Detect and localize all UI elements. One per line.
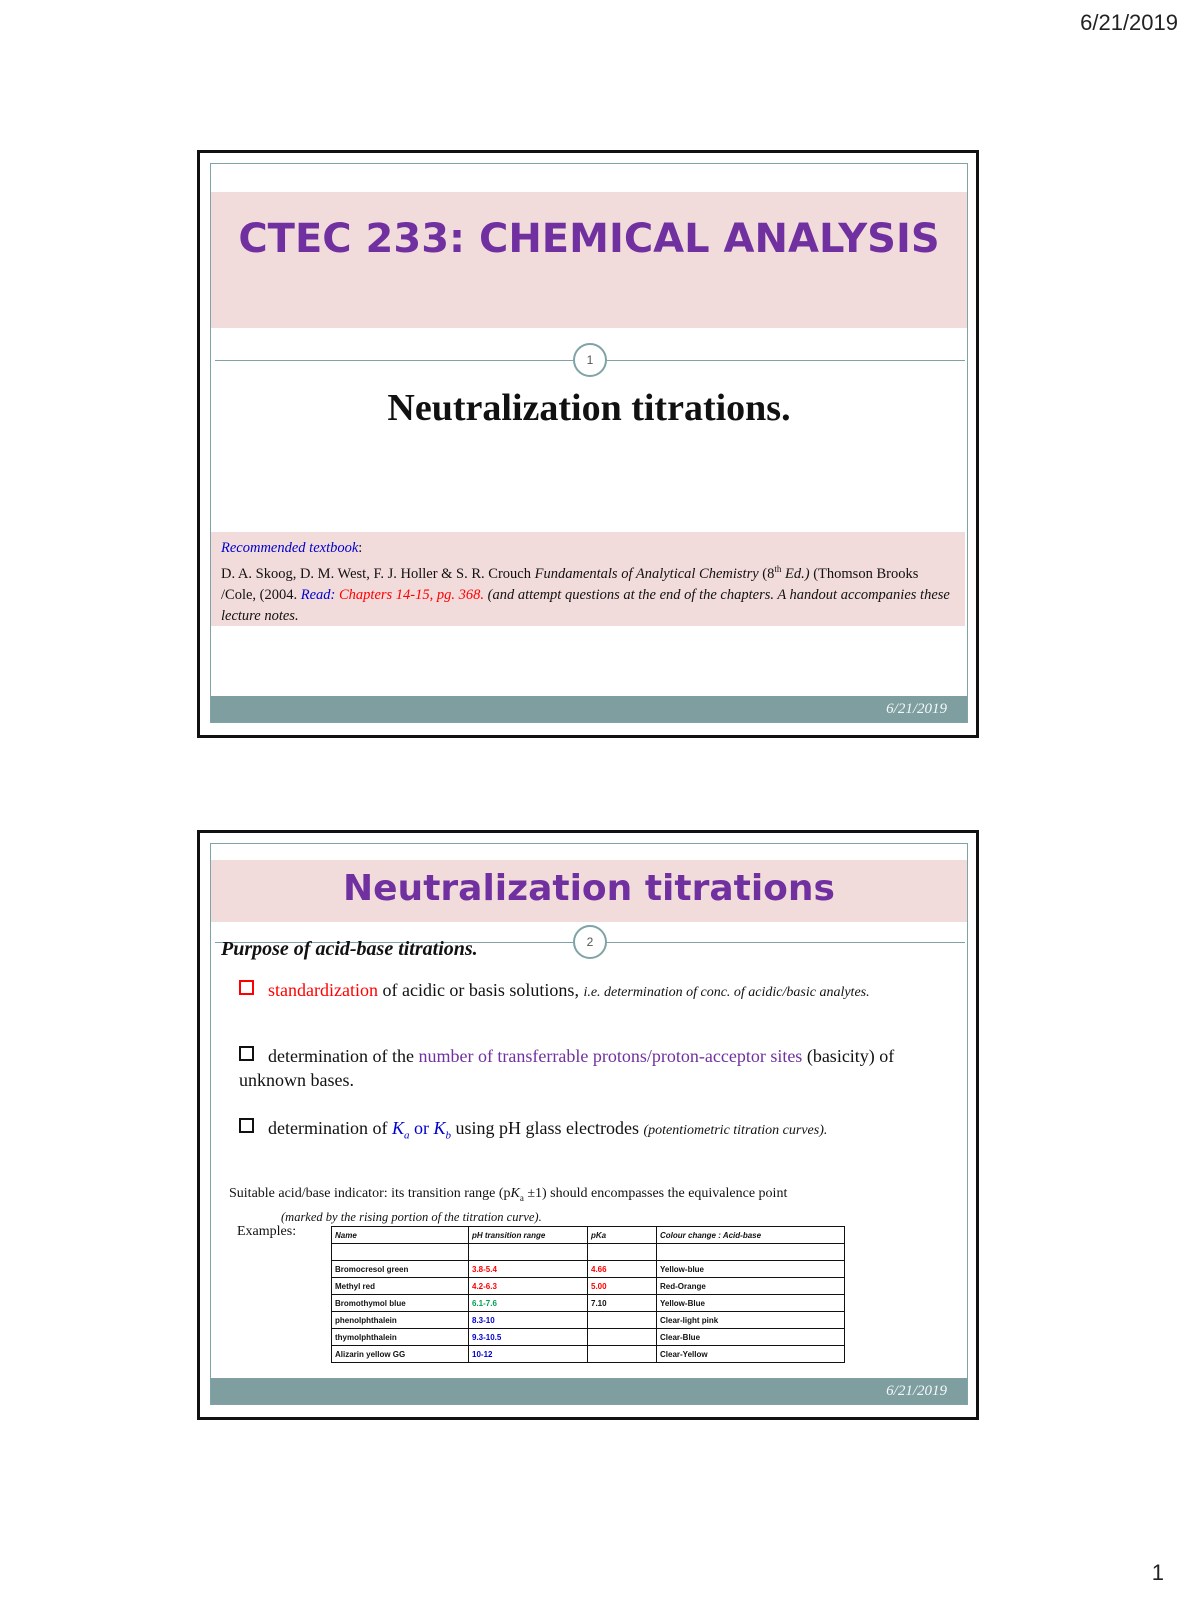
table-cell-range: 6.1-7.6: [469, 1295, 588, 1312]
bullet-3-post: using pH glass electrodes: [451, 1118, 644, 1138]
table-row: [332, 1261, 845, 1278]
table-cell-pka: [588, 1346, 657, 1363]
table-cell-range: 3.8-5.4: [469, 1261, 588, 1278]
reference-page: pg. 368.: [436, 586, 488, 603]
table-cell-colour: Clear-Blue: [657, 1329, 845, 1346]
examples-label: Examples:: [237, 1224, 297, 1239]
slide-2-divider-right: [607, 942, 965, 943]
bullet-2-post: (basicity) of unknown bases.: [239, 1046, 895, 1090]
bullet-1-note: i.e. determination of conc. of acidic/basic analytes.: [583, 985, 870, 1000]
reference-label-colon: :: [358, 540, 363, 556]
table-row: [332, 1278, 845, 1295]
slide-1-title: CTEC 233: CHEMICAL ANALYSIS: [238, 216, 940, 262]
table-cell-colour: Clear-light pink: [657, 1312, 845, 1329]
table-row: [332, 1295, 845, 1312]
indicator-note-line2: (marked by the rising portion of the titration curve).: [281, 1209, 542, 1224]
table-cell-pka: [588, 1312, 657, 1329]
slide-2-title: Neutralization titrations: [343, 868, 835, 909]
reference-label: Recommended textbook: [221, 540, 359, 556]
reference-rest: (and attempt questions at the end of the chapters. A handout accompanies these lecture notes.: [221, 586, 950, 624]
indicator-note-k-sub: a: [519, 1192, 524, 1203]
page-number: 1: [1151, 1560, 1164, 1585]
slide-2-purpose-heading: Purpose of acid-base titrations.: [221, 938, 478, 960]
table-cell-pka: 4.66: [588, 1261, 657, 1278]
bullet-3-kb: K: [433, 1118, 446, 1138]
table-cell-range: 4.2-6.3: [469, 1278, 588, 1295]
table-cell-pka: 7.10: [588, 1295, 657, 1312]
table-cell-range: 8.3-10: [469, 1312, 588, 1329]
table-row: [332, 1312, 845, 1329]
bullet-2-highlight: number of transferrable protons/proton-acceptor sites: [418, 1046, 803, 1066]
slide-1-reference-box: [211, 532, 965, 626]
table-cell-pka: [588, 1329, 657, 1346]
checkbox-bullet-icon: [239, 980, 254, 995]
slide-1-number-badge: 1: [573, 343, 607, 377]
indicator-note-k: K: [510, 1186, 520, 1201]
table-cell-name: Alizarin yellow GG: [332, 1346, 469, 1363]
table-cell-name: phenolphthalein: [332, 1312, 469, 1329]
table-header-cell: Name: [332, 1227, 469, 1244]
table-cell-range: 9.3-10.5: [469, 1329, 588, 1346]
reference-edition-pre: (8: [758, 565, 775, 582]
table-cell-name: thymolphthalein: [332, 1329, 469, 1346]
reference-edition-sup: th: [774, 564, 782, 574]
bullet-ka-kb: [239, 1116, 959, 1148]
slide-1-subtitle: Neutralization titrations.: [387, 387, 791, 429]
bullet-3-or: or: [409, 1118, 434, 1138]
table-header-row: [332, 1227, 845, 1244]
reference-publisher: (Thomson Brooks /Cole, (2004.: [221, 565, 919, 603]
bullet-3-note: (potentiometric titration curves).: [643, 1123, 828, 1138]
table-cell-name: Bromothymol blue: [332, 1295, 469, 1312]
slide-1-footer-bar: [211, 696, 967, 722]
bullet-1-highlight: standardization: [268, 980, 378, 1000]
slide-1-footer-date: 6/21/2019: [886, 701, 947, 717]
bullet-3-pre: determination of: [268, 1118, 392, 1138]
indicator-note: [229, 1184, 949, 1227]
slide-2: [197, 830, 979, 1420]
table-row: [332, 1329, 845, 1346]
table-row: [332, 1244, 845, 1261]
table-cell-range: 10-12: [469, 1346, 588, 1363]
checkbox-bullet-icon: [239, 1118, 254, 1133]
bullet-standardization: [239, 978, 959, 1005]
slide-1: [197, 150, 979, 738]
table-header-cell: Colour change : Acid-base: [657, 1227, 845, 1244]
table-cell-colour: Red-Orange: [657, 1278, 845, 1295]
bullet-3-ka: K: [391, 1118, 404, 1138]
reference-edition-ed: Ed.): [781, 565, 810, 582]
table-cell-colour: Yellow-Blue: [657, 1295, 845, 1312]
table-header-cell: pH transition range: [469, 1227, 588, 1244]
table-cell-colour: Clear-Yellow: [657, 1346, 845, 1363]
indicator-note-line1-pre: Suitable acid/base indicator: its transition range (p: [229, 1186, 511, 1201]
bullet-2-pre: determination of the: [268, 1046, 419, 1066]
slide-2-frame: [210, 843, 968, 1405]
slide-1-frame: [210, 163, 968, 723]
checkbox-bullet-icon: [239, 1046, 254, 1061]
reference-read-label: Read: [300, 586, 331, 603]
slide-1-divider-right: [607, 360, 965, 361]
bullet-3-kb-sub: b: [445, 1129, 451, 1142]
reference-chapters: Chapters 14-15,: [339, 586, 437, 603]
table-cell-pka: 5.00: [588, 1278, 657, 1295]
indicator-table: [331, 1226, 845, 1363]
bullet-3-ka-sub: a: [403, 1129, 410, 1142]
reference-read-colon: :: [330, 586, 340, 603]
table-cell-colour: Yellow-blue: [657, 1261, 845, 1278]
bullet-1-text: of acidic or basis solutions,: [377, 980, 584, 1000]
table-cell-name: Bromocresol green: [332, 1261, 469, 1278]
slide-2-number-badge: 2: [573, 925, 607, 959]
slide-1-divider-left: [215, 360, 573, 361]
page-date: 6/21/2019: [1080, 10, 1178, 35]
table-header-cell: pKa: [588, 1227, 657, 1244]
slide-2-footer-bar: [211, 1378, 967, 1404]
reference-book-title: Fundamentals of Analytical Chemistry: [534, 565, 759, 582]
indicator-note-line1-post: ±1) should encompasses the equivalence point: [523, 1186, 788, 1201]
table-row: [332, 1346, 845, 1363]
slide-2-footer-date: 6/21/2019: [886, 1383, 947, 1399]
reference-authors: D. A. Skoog, D. M. West, F. J. Holler & S. R. Crouch: [221, 565, 535, 582]
table-cell-name: Methyl red: [332, 1278, 469, 1295]
bullet-protons: [239, 1044, 959, 1092]
